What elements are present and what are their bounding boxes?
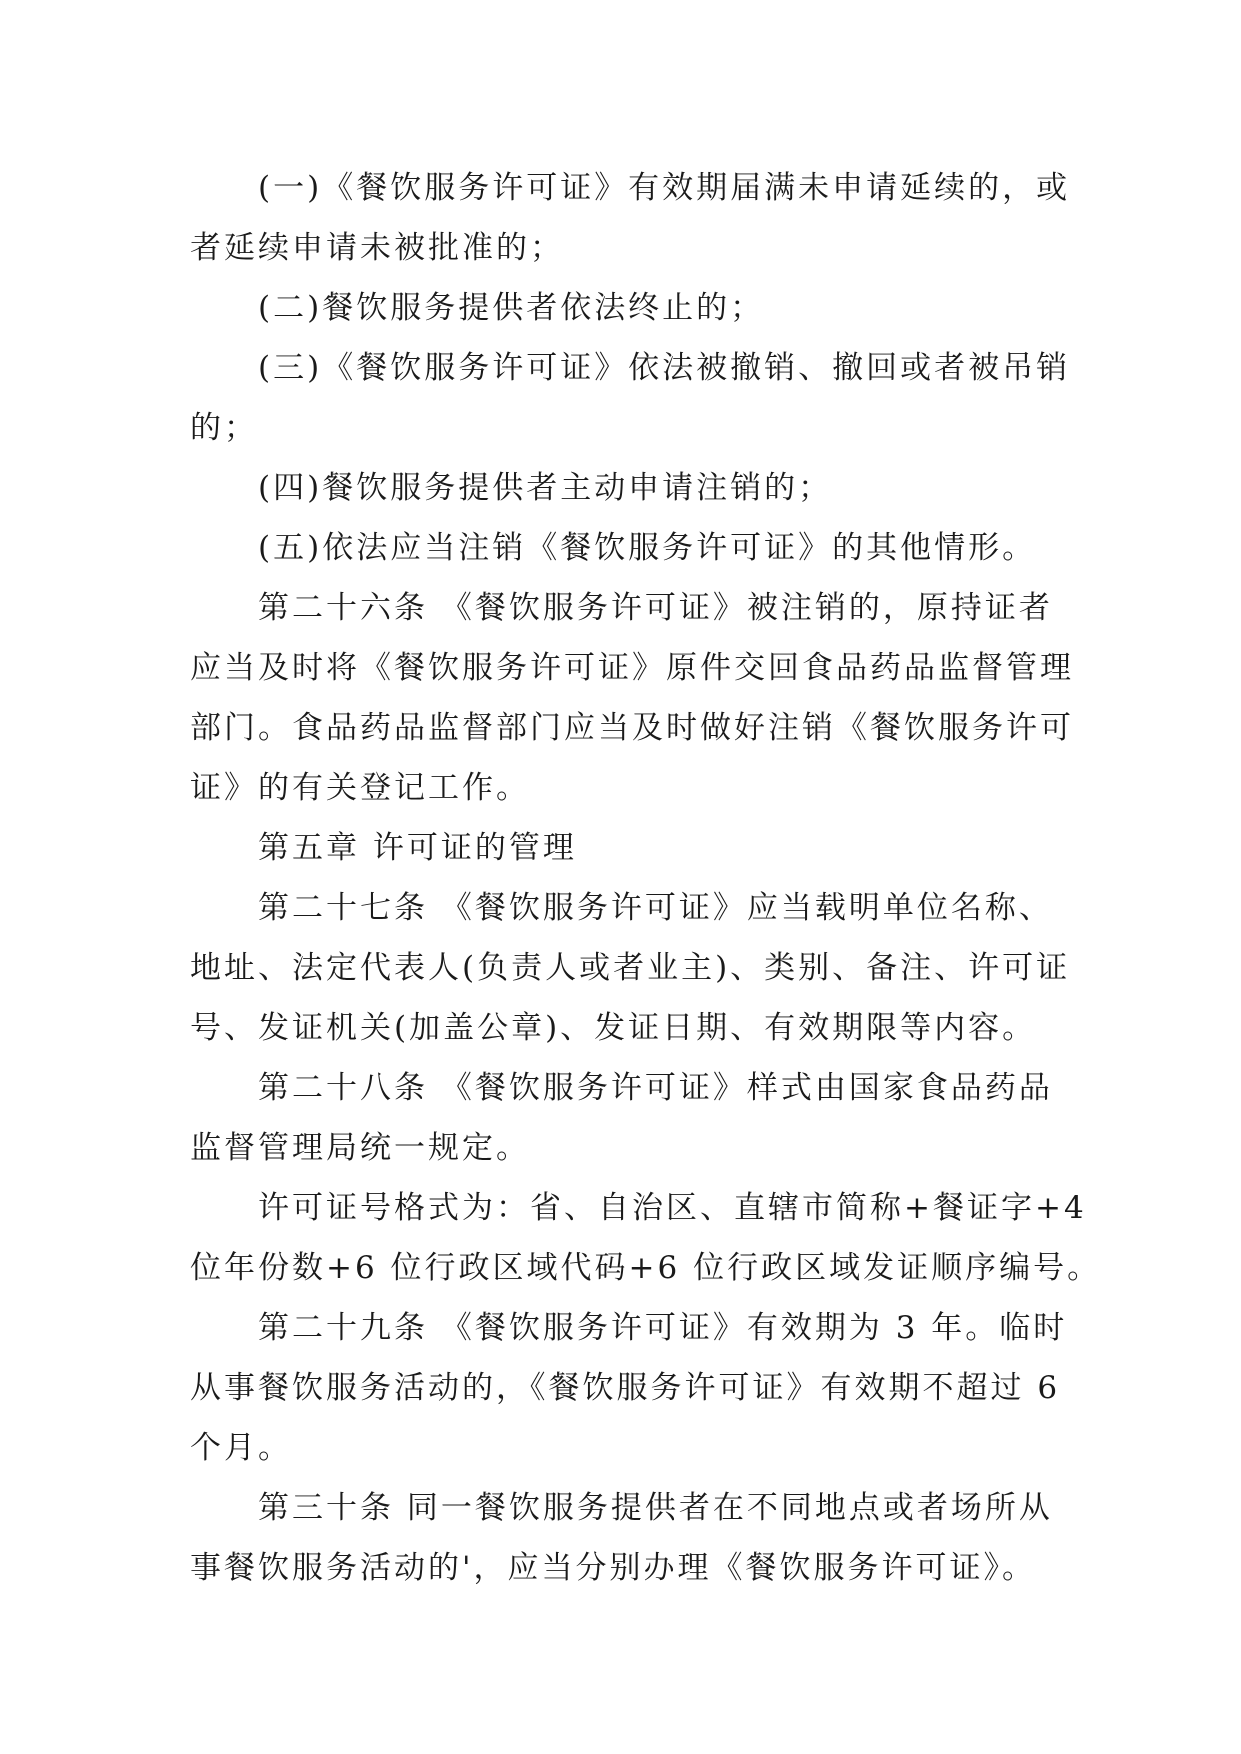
text-line: (五)依法应当注销《餐饮服务许可证》的其他情形。 (258, 530, 1037, 566)
text-line: 号、发证机关(加盖公章)、发证日期、有效期限等内容。 (190, 1010, 1037, 1046)
text-line: 许可证号格式为：省、自治区、直辖市简称+餐证字+4 (258, 1190, 1087, 1226)
text-line: 的； (190, 410, 258, 446)
text-line: (四)餐饮服务提供者主动申请注销的； (258, 470, 833, 506)
text-line: 地址、法定代表人(负责人或者业主)、类别、备注、许可证 (190, 950, 1071, 986)
paragraph-clause-2 (190, 278, 1060, 338)
text-line: 应当及时将《餐饮服务许可证》原件交回食品药品监督管理 (190, 650, 1074, 686)
paragraph-clause-4 (190, 458, 1060, 518)
text-line: 第二十六条 《餐饮服务许可证》被注销的，原持证者 (258, 590, 1053, 626)
paragraph-clause-5 (190, 518, 1060, 578)
text-line: 事餐饮服务活动的'，应当分别办理《餐饮服务许可证》。 (190, 1550, 1037, 1586)
text-line: 第三十条 同一餐饮服务提供者在不同地点或者场所从 (258, 1490, 1053, 1526)
paragraph-license-format (190, 1178, 1102, 1298)
chapter-heading (190, 818, 1060, 878)
text-line: 部门。食品药品监督部门应当及时做好注销《餐饮服务许可 (190, 710, 1074, 746)
text-line: (三)《餐饮服务许可证》依法被撤销、撤回或者被吊销 (258, 350, 1071, 386)
paragraph-article-26 (190, 578, 1074, 818)
text-line: 从事餐饮服务活动的，《餐饮服务许可证》有效期不超过 6 (190, 1370, 1061, 1406)
paragraph-clause-3 (190, 338, 1071, 458)
text-line: 位年份数+6 位行政区域代码+6 位行政区域发证顺序编号。 (190, 1250, 1102, 1286)
text-line: (一)《餐饮服务许可证》有效期届满未申请延续的，或 (258, 170, 1071, 206)
text-line: (二)餐饮服务提供者依法终止的； (258, 290, 765, 326)
text-line: 证》的有关登记工作。 (190, 770, 530, 806)
document-body (190, 158, 1102, 1598)
paragraph-article-27 (190, 878, 1071, 1058)
text-line: 个月。 (190, 1430, 292, 1466)
paragraph-clause-1 (190, 158, 1071, 278)
paragraph-article-29 (190, 1298, 1068, 1478)
text-line: 第五章 许可证的管理 (258, 830, 577, 866)
text-line: 第二十七条 《餐饮服务许可证》应当载明单位名称、 (258, 890, 1053, 926)
text-line: 第二十八条 《餐饮服务许可证》样式由国家食品药品 (258, 1070, 1053, 1106)
text-line: 第二十九条 《餐饮服务许可证》有效期为 3 年。临时 (258, 1310, 1068, 1346)
text-line: 监督管理局统一规定。 (190, 1130, 530, 1166)
paragraph-article-30 (190, 1478, 1060, 1598)
text-line: 者延续申请未被批准的； (190, 230, 564, 266)
paragraph-article-28 (190, 1058, 1060, 1178)
